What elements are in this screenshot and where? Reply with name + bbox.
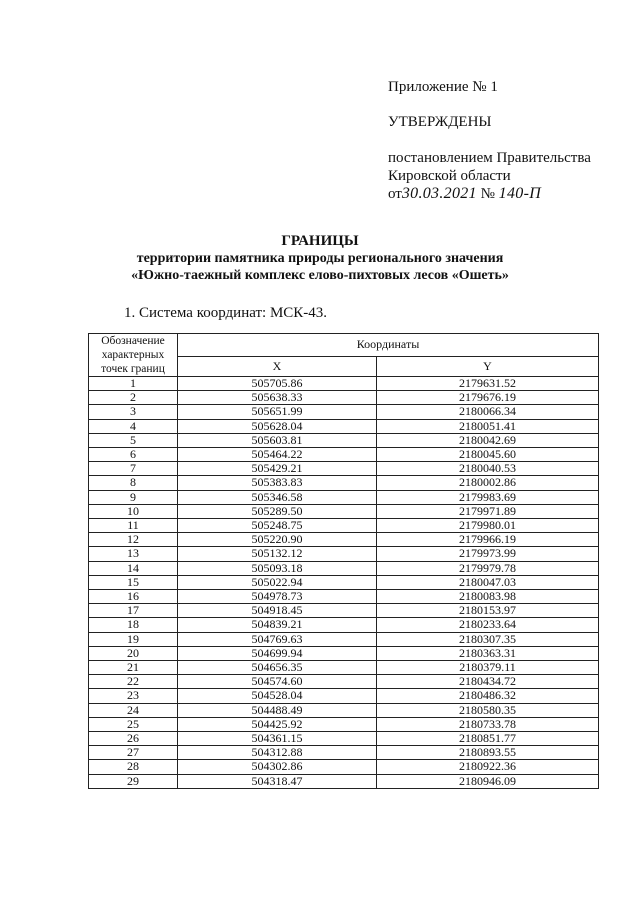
y-coordinate-cell: 2180946.09 [377, 774, 599, 788]
y-coordinate-cell: 2180580.35 [377, 703, 599, 717]
point-number-cell: 14 [89, 561, 178, 575]
header-point-line-2: характерных [101, 349, 165, 361]
y-coordinate-cell: 2180047.03 [377, 575, 599, 589]
y-coordinate-cell: 2180153.97 [377, 604, 599, 618]
point-number-cell: 20 [89, 646, 178, 660]
handwritten-number: 140-П [498, 185, 542, 202]
header-coordinates: Координаты [178, 334, 599, 357]
y-coordinate-cell: 2180893.55 [377, 746, 599, 760]
table-row [89, 646, 599, 660]
y-coordinate-cell: 2180851.77 [377, 732, 599, 746]
point-number-cell: 27 [89, 746, 178, 760]
x-coordinate-cell: 505464.22 [178, 448, 377, 462]
y-coordinate-cell: 2180922.36 [377, 760, 599, 774]
x-coordinate-cell: 504528.04 [178, 689, 377, 703]
y-coordinate-cell: 2179983.69 [377, 490, 599, 504]
x-coordinate-cell: 505289.50 [178, 504, 377, 518]
resolution-line-1: постановлением Правительства [388, 150, 591, 166]
y-coordinate-cell: 2179971.89 [377, 504, 599, 518]
y-coordinate-cell: 2179966.19 [377, 533, 599, 547]
table-row [89, 476, 599, 490]
header-x: X [178, 357, 377, 377]
x-coordinate-cell: 505429.21 [178, 462, 377, 476]
point-number-cell: 18 [89, 618, 178, 632]
point-number-cell: 2 [89, 391, 178, 405]
coordinates-table [88, 333, 599, 789]
y-coordinate-cell: 2179973.99 [377, 547, 599, 561]
point-number-cell: 29 [89, 774, 178, 788]
document-heading: ГРАНИЦЫ [281, 233, 359, 249]
x-coordinate-cell: 504361.15 [178, 732, 377, 746]
y-coordinate-cell: 2180486.32 [377, 689, 599, 703]
point-number-cell: 22 [89, 675, 178, 689]
table-row [89, 760, 599, 774]
point-number-cell: 13 [89, 547, 178, 561]
table-row [89, 377, 599, 391]
y-coordinate-cell: 2180066.34 [377, 405, 599, 419]
point-number-cell: 7 [89, 462, 178, 476]
x-coordinate-cell: 505248.75 [178, 519, 377, 533]
x-coordinate-cell: 505651.99 [178, 405, 377, 419]
x-coordinate-cell: 504425.92 [178, 717, 377, 731]
x-coordinate-cell: 504699.94 [178, 646, 377, 660]
y-coordinate-cell: 2180434.72 [377, 675, 599, 689]
x-coordinate-cell: 504488.49 [178, 703, 377, 717]
resolution-line-2: Кировской области [388, 168, 511, 184]
handwritten-date: 30.03.2021 [401, 185, 477, 202]
y-coordinate-cell: 2180233.64 [377, 618, 599, 632]
number-prefix: № [480, 186, 495, 202]
x-coordinate-cell: 505383.83 [178, 476, 377, 490]
table-row [89, 703, 599, 717]
table-row [89, 391, 599, 405]
point-number-cell: 28 [89, 760, 178, 774]
point-number-cell: 23 [89, 689, 178, 703]
x-coordinate-cell: 504574.60 [178, 675, 377, 689]
table-row [89, 419, 599, 433]
x-coordinate-cell: 504918.45 [178, 604, 377, 618]
point-number-cell: 21 [89, 661, 178, 675]
point-number-cell: 6 [89, 448, 178, 462]
point-number-cell: 1 [89, 377, 178, 391]
point-number-cell: 4 [89, 419, 178, 433]
approved-label: УТВЕРЖДЕНЫ [388, 114, 492, 130]
header-point-line-3: точек границ [101, 363, 165, 375]
table-row [89, 533, 599, 547]
table-row [89, 774, 599, 788]
table-row [89, 746, 599, 760]
table-row [89, 462, 599, 476]
table-row [89, 689, 599, 703]
table-row [89, 632, 599, 646]
table-row [89, 504, 599, 518]
y-coordinate-cell: 2180363.31 [377, 646, 599, 660]
point-number-cell: 17 [89, 604, 178, 618]
y-coordinate-cell: 2179980.01 [377, 519, 599, 533]
x-coordinate-cell: 505022.94 [178, 575, 377, 589]
table-row [89, 618, 599, 632]
point-number-cell: 10 [89, 504, 178, 518]
point-number-cell: 25 [89, 717, 178, 731]
x-coordinate-cell: 505093.18 [178, 561, 377, 575]
table-row [89, 405, 599, 419]
table-row [89, 519, 599, 533]
point-number-cell: 9 [89, 490, 178, 504]
table-row [89, 675, 599, 689]
y-coordinate-cell: 2180307.35 [377, 632, 599, 646]
table-row [89, 604, 599, 618]
y-coordinate-cell: 2180042.69 [377, 433, 599, 447]
y-coordinate-cell: 2180040.53 [377, 462, 599, 476]
x-coordinate-cell: 505132.12 [178, 547, 377, 561]
date-prefix: от [388, 186, 402, 202]
table-row [89, 561, 599, 575]
x-coordinate-cell: 504312.88 [178, 746, 377, 760]
table-row [89, 732, 599, 746]
document-subtitle-line-1: территории памятника природы регионального значения [136, 251, 504, 266]
table-row [89, 717, 599, 731]
table-row [89, 433, 599, 447]
x-coordinate-cell: 504978.73 [178, 590, 377, 604]
header-point-line-1: Обозначение [101, 335, 165, 347]
table-row [89, 590, 599, 604]
x-coordinate-cell: 505628.04 [178, 419, 377, 433]
x-coordinate-cell: 504839.21 [178, 618, 377, 632]
x-coordinate-cell: 504318.47 [178, 774, 377, 788]
y-coordinate-cell: 2180051.41 [377, 419, 599, 433]
x-coordinate-cell: 505346.58 [178, 490, 377, 504]
y-coordinate-cell: 2180083.98 [377, 590, 599, 604]
header-y: Y [377, 357, 599, 377]
y-coordinate-cell: 2180733.78 [377, 717, 599, 731]
approval-block [388, 78, 591, 203]
point-number-cell: 26 [89, 732, 178, 746]
point-number-cell: 11 [89, 519, 178, 533]
y-coordinate-cell: 2179979.78 [377, 561, 599, 575]
point-number-cell: 8 [89, 476, 178, 490]
table-row [89, 575, 599, 589]
y-coordinate-cell: 2180045.60 [377, 448, 599, 462]
table-row [89, 547, 599, 561]
table-row [89, 490, 599, 504]
x-coordinate-cell: 505603.81 [178, 433, 377, 447]
point-number-cell: 19 [89, 632, 178, 646]
point-number-cell: 3 [89, 405, 178, 419]
resolution-date-line [388, 185, 591, 203]
table-body [89, 377, 599, 789]
point-number-cell: 5 [89, 433, 178, 447]
x-coordinate-cell: 504302.86 [178, 760, 377, 774]
x-coordinate-cell: 505638.33 [178, 391, 377, 405]
point-number-cell: 16 [89, 590, 178, 604]
y-coordinate-cell: 2179631.52 [377, 377, 599, 391]
point-number-cell: 12 [89, 533, 178, 547]
appendix-label: Приложение № 1 [388, 79, 498, 95]
table-row [89, 448, 599, 462]
x-coordinate-cell: 504656.35 [178, 661, 377, 675]
x-coordinate-cell: 504769.63 [178, 632, 377, 646]
x-coordinate-cell: 505705.86 [178, 377, 377, 391]
point-number-cell: 24 [89, 703, 178, 717]
header-point-designation [89, 334, 178, 377]
document-subtitle-line-2: «Южно-таежный комплекс елово-пихтовых лесов «Ошеть» [131, 268, 509, 283]
y-coordinate-cell: 2180002.86 [377, 476, 599, 490]
y-coordinate-cell: 2179676.19 [377, 391, 599, 405]
table-row [89, 661, 599, 675]
point-number-cell: 15 [89, 575, 178, 589]
x-coordinate-cell: 505220.90 [178, 533, 377, 547]
y-coordinate-cell: 2180379.11 [377, 661, 599, 675]
coordinate-system-label: 1. Система координат: МСК-43. [124, 305, 328, 321]
